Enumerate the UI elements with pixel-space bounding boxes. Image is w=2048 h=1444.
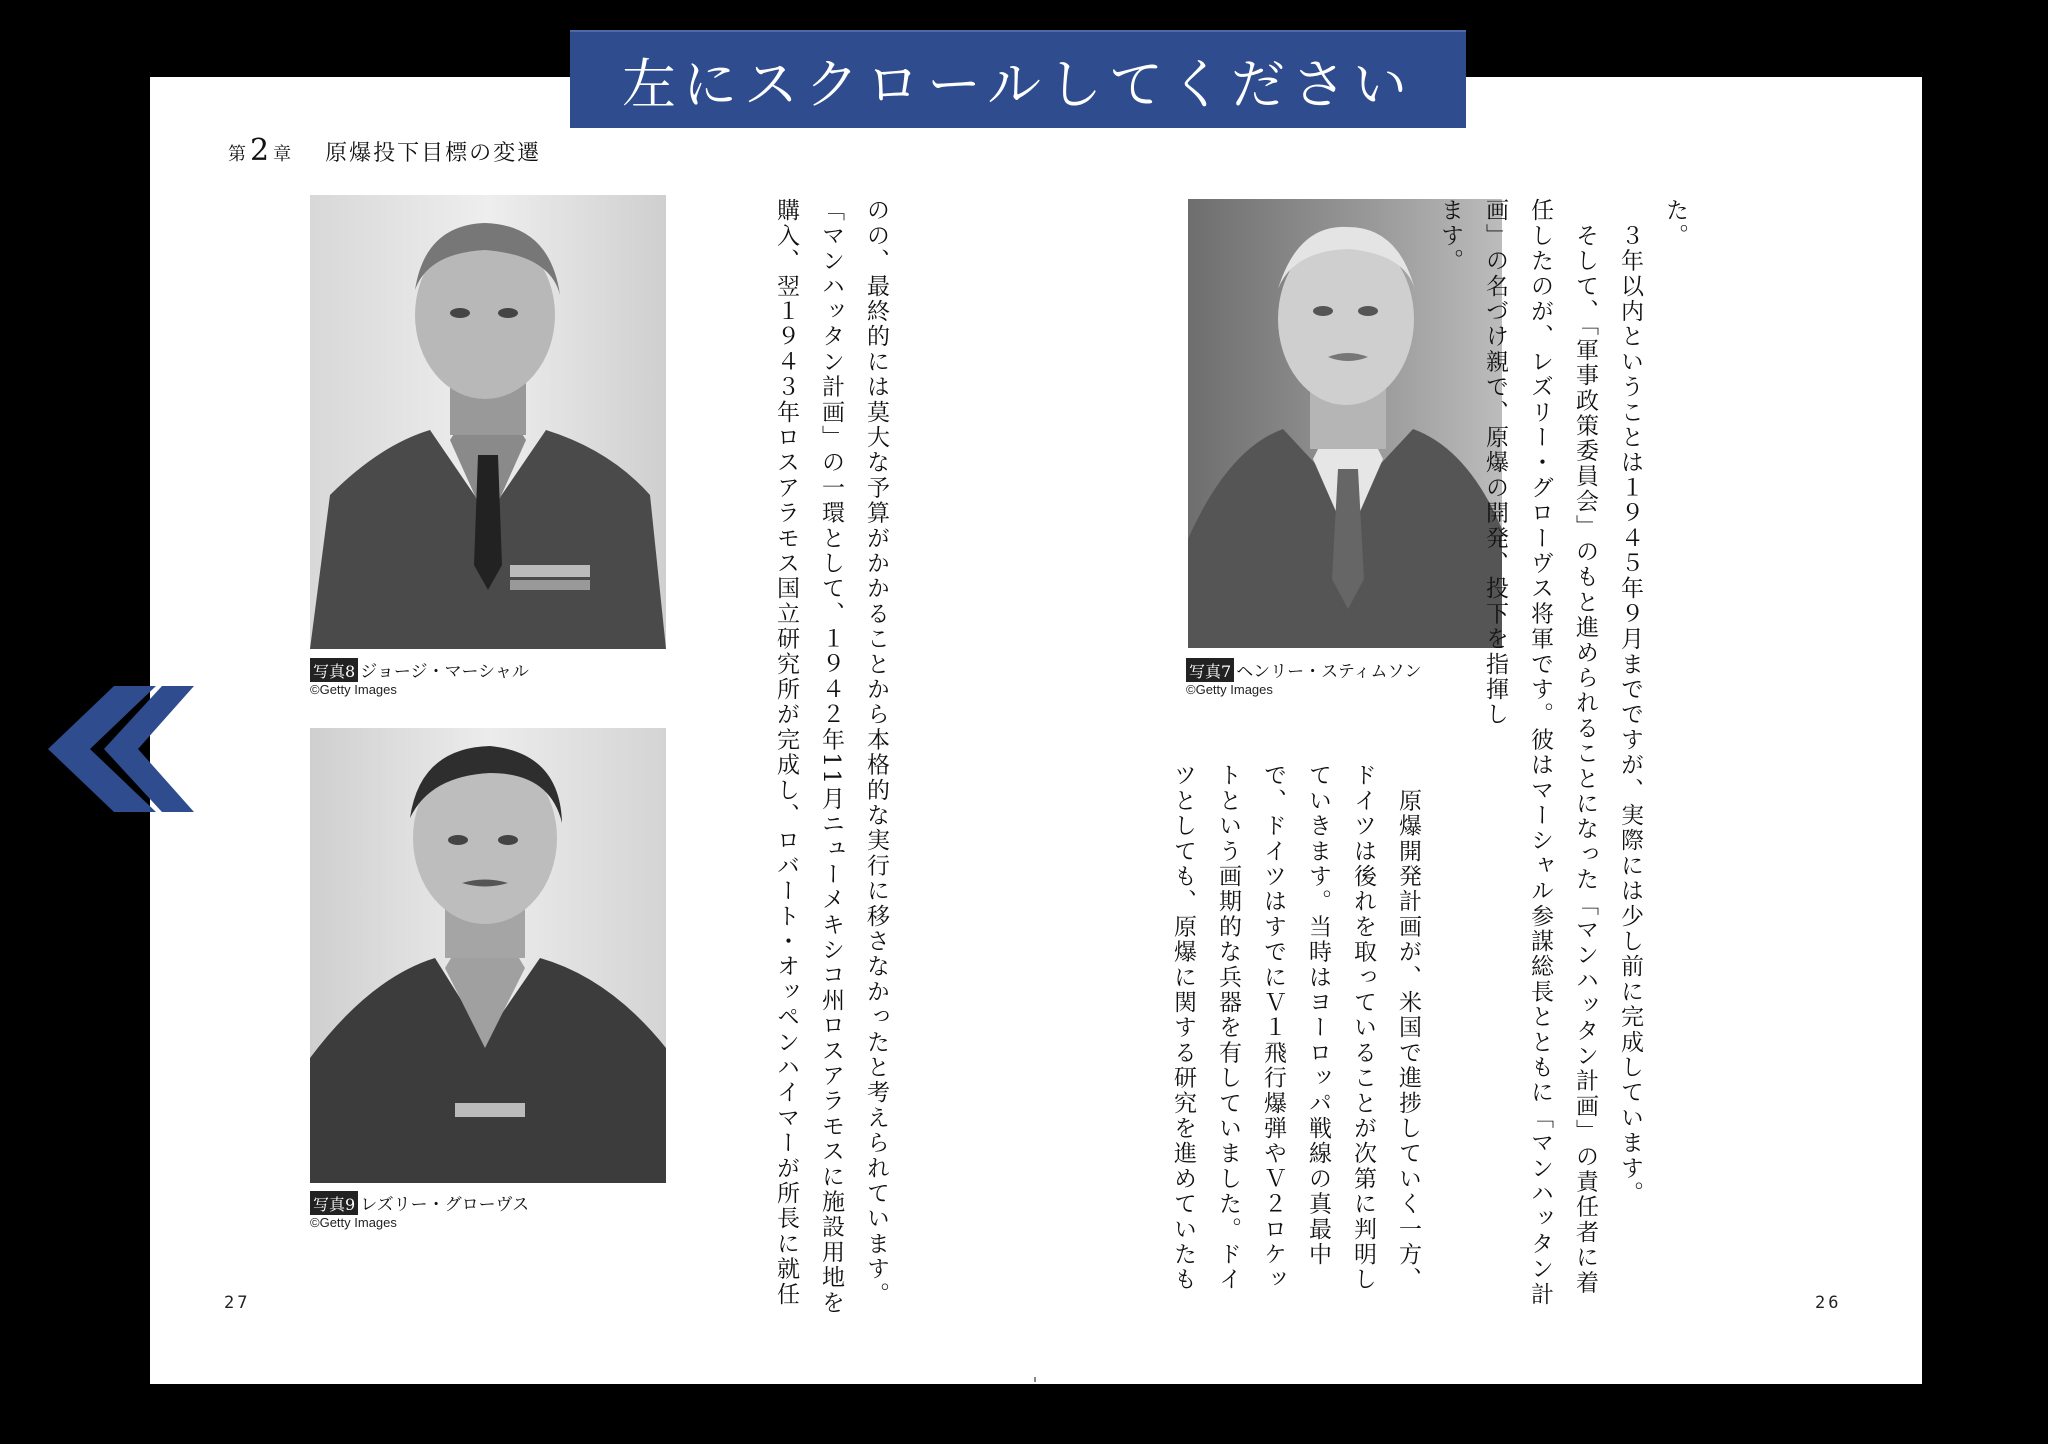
chapter-suffix: 章 [273,144,292,165]
photo-8-tag: 写真8 [310,658,358,682]
chapter-title: 原爆投下目標の変遷 [325,141,542,166]
page-number-left: 27 [224,1293,251,1313]
photo-9-credit: ©Getty Images [310,1215,397,1230]
photo-9-tag: 写真9 [310,1191,358,1215]
photo-7-credit: ©Getty Images [1186,682,1273,697]
photo-7-caption [1186,657,1422,682]
page-number-right: 26 [1815,1293,1842,1313]
scroll-left-arrow-icon[interactable] [44,686,194,812]
photo-8-caption [310,657,529,682]
photo-8-name: ジョージ・マーシャル [360,662,529,682]
photo-george-marshall [310,195,666,649]
right-page-body-lower: 原爆開発計画が、米国で進捗していく一方、 ドイツは後れを取っていることが次第に判明し ていきます。当時はヨーロッパ戦線の真最中 で、ドイツはすでにＶ１飛行爆弾やＶ２ロケッ トという画期的な兵器を有していました。ドイ ツとしても、原爆に関する研究を進めていたも [1170,763,1421,1293]
banner-text: 左にスクロールしてください [622,52,1414,116]
photo-7-name: ヘンリー・スティムソン [1236,662,1422,682]
scroll-left-banner [570,30,1466,128]
chapter-header [228,133,541,168]
left-page-body: のの、最終的には莫大な予算がかかることから本格的な実行に移さなかったと考えられています。 「マンハッタン計画」の一環として、１９４２年11月ニューメキシコ州ロスアラモスに施設用地を 購入、翌１９４３年ロスアラモス国立研究所が完成し、ロバート・オッペンハイマーが所長に就任 [773,198,889,1316]
gutter-mark [1034,1377,1036,1382]
right-page-body-upper: た。 ３年以内ということは１９４５年９月までですが、実際には少し前に完成しています。 そして、「軍事政策委員会」のもと進められることになった「マンハッタン計画」の責任者に着 任したのが、レズリー・グローヴス将軍です。彼はマーシャル参謀総長とともに「マンハッタン計 画」の名づけ親で、原爆の開発、投下を指揮し ます。 [1437,198,1688,1307]
photo-9-caption [310,1190,529,1215]
photo-8-credit: ©Getty Images [310,682,397,697]
photo-leslie-groves [310,728,666,1183]
photo-7-tag: 写真7 [1186,658,1234,682]
chapter-number: 2 [250,133,270,168]
photo-9-name: レズリー・グローヴス [360,1195,530,1215]
chapter-prefix: 第 [228,144,246,165]
